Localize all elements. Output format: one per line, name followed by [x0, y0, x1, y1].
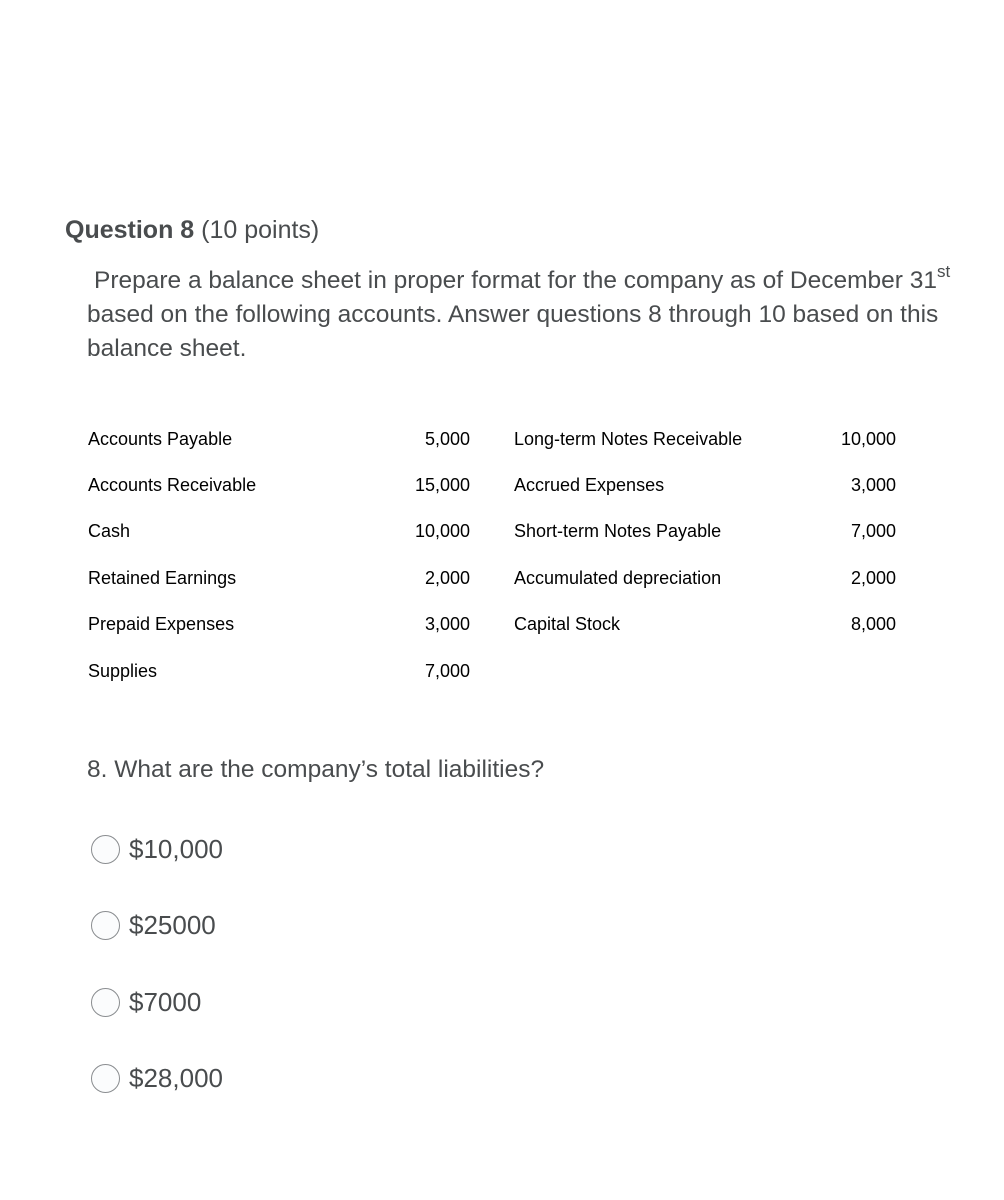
account-name: Accrued Expenses	[514, 475, 665, 496]
table-row	[88, 555, 896, 601]
account-value: 10,000	[840, 428, 896, 449]
account-value: 10,000	[414, 521, 470, 542]
accounts-table	[88, 416, 896, 694]
table-row	[88, 602, 896, 648]
question-number: Question 8	[65, 216, 195, 244]
account-name: Long-term Notes Receivable	[514, 428, 743, 449]
choice-label[interactable]: $7000	[129, 987, 202, 1017]
choice-label[interactable]: $25000	[129, 910, 216, 940]
account-value	[810, 648, 896, 694]
table-row	[88, 509, 896, 555]
account-value: 7,000	[850, 521, 896, 542]
answer-choice-1[interactable]	[91, 834, 223, 865]
radio-button[interactable]	[91, 835, 120, 864]
sub-question: 8. What are the company’s total liabilities?	[87, 756, 545, 783]
radio-button[interactable]	[91, 1064, 120, 1093]
account-name: Accounts Receivable	[88, 475, 257, 496]
account-name: Prepaid Expenses	[88, 614, 235, 635]
radio-button[interactable]	[91, 988, 120, 1017]
table-row	[88, 648, 896, 694]
account-value: 2,000	[424, 567, 470, 588]
radio-button[interactable]	[91, 911, 120, 940]
account-value: 2,000	[850, 567, 896, 588]
account-value: 15,000	[414, 475, 470, 496]
question-prompt	[87, 261, 957, 366]
account-value: 7,000	[424, 660, 470, 681]
choice-label[interactable]: $28,000	[129, 1063, 223, 1093]
account-name: Cash	[88, 521, 131, 542]
account-name: Accounts Payable	[88, 428, 233, 449]
account-name: Supplies	[88, 660, 158, 681]
account-value: 3,000	[850, 475, 896, 496]
prompt-text-1: Prepare a balance sheet in proper format for the company as of December 31	[94, 267, 937, 294]
choice-label[interactable]: $10,000	[129, 834, 223, 864]
account-name	[514, 648, 810, 694]
account-name: Capital Stock	[514, 614, 621, 635]
account-name: Short-term Notes Payable	[514, 521, 722, 542]
account-name: Retained Earnings	[88, 567, 237, 588]
question-points: (10 points)	[201, 216, 320, 244]
table-row	[88, 462, 896, 508]
answer-choice-2[interactable]	[91, 910, 216, 941]
account-value: 3,000	[424, 614, 470, 635]
account-name: Accumulated depreciation	[514, 567, 722, 588]
prompt-text-2: based on the following accounts. Answer questions 8 through 10 based on this balance sheet.	[87, 301, 939, 362]
table-row	[88, 416, 896, 462]
account-value: 8,000	[850, 614, 896, 635]
answer-choice-3[interactable]	[91, 987, 201, 1018]
account-value: 5,000	[424, 428, 470, 449]
answer-choice-4[interactable]	[91, 1063, 223, 1094]
prompt-superscript: st	[937, 261, 951, 281]
question-title	[65, 214, 319, 246]
